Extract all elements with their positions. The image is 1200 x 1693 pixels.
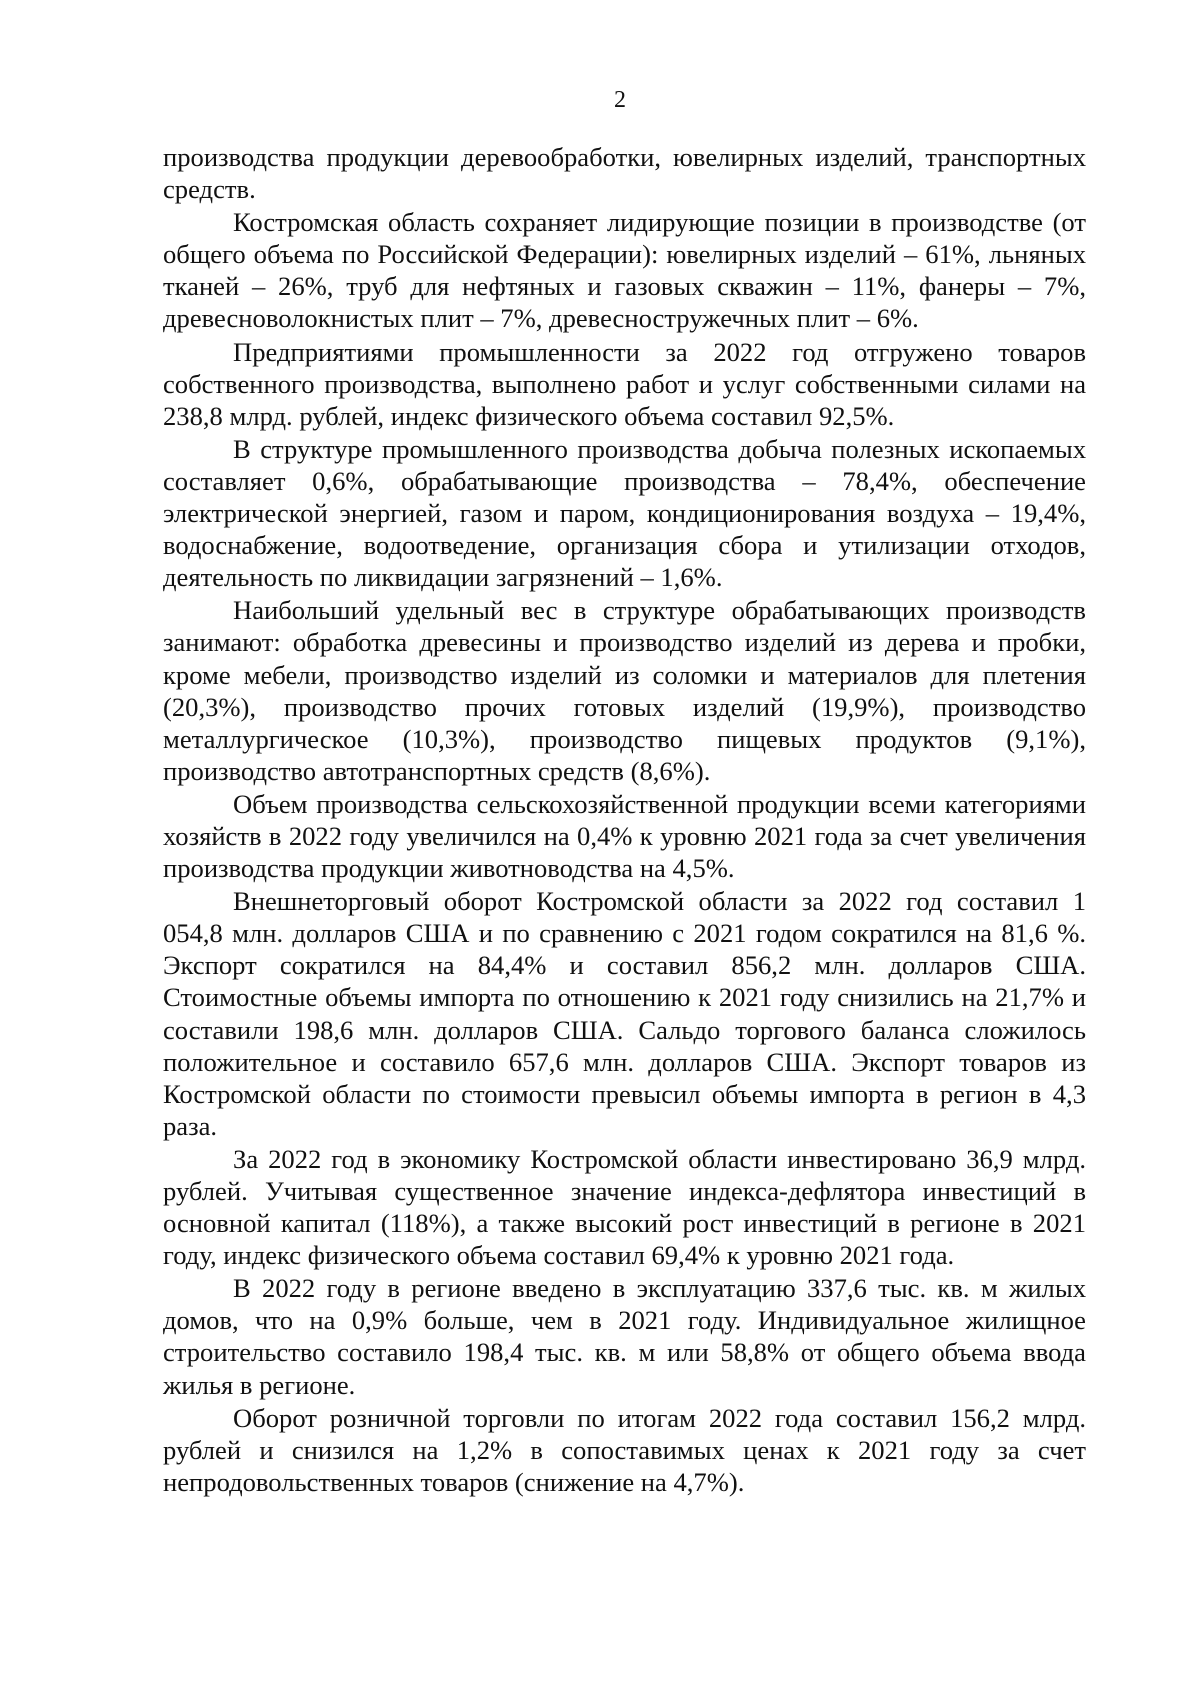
paragraph-manufacturing-share: Наибольший удельный вес в структуре обрабатывающих производств занимают: обработка древесины и производство изделий из дерева и пробки, кроме мебели, производство изделий из соломки и материалов для плетения (20,3%), производство прочих готовых изделий (19,9%), производство металлургическое (10,3%), производство пищевых продуктов (9,1%), производство автотранспортных средств (8,6%). [163, 595, 1086, 786]
paragraph-industrial-shipments: Предприятиями промышленности за 2022 год отгружено товаров собственного производства, выполнено работ и услуг собственными силами на 238,8 млрд. рублей, индекс физического объема составил 92,5%. [163, 336, 1086, 431]
paragraph-agriculture: Объем производства сельскохозяйственной продукции всеми категориями хозяйств в 2022 году увеличился на 0,4% к уровню 2021 года за счет увеличения производства продукции животноводства на 4,5%. [163, 788, 1086, 884]
paragraph-leading-positions: Костромская область сохраняет лидирующие позиции в производстве (от общего объема по Российской Федерации): ювелирных изделий – 61%, льняных тканей – 26%, труб для нефтяных и газовых скважин – 11%, фанеры – 7%, древесноволокнистых плит – 7%, древесностружечных плит – 6%. [163, 207, 1086, 334]
paragraph-retail-trade: Оборот розничной торговли по итогам 2022 года составил 156,2 млрд. рублей и снизился на 1,2% в сопоставимых ценах к 2021 году за счет непродовольственных товаров (снижение на 4,7%). [163, 1402, 1086, 1497]
paragraph-foreign-trade: Внешнеторговый оборот Костромской области за 2022 год составил 1 054,8 млн. долларов США и по сравнению с 2021 годом сократился на 81,6 %. Экспорт сократился на 84,4% и составил 856,2 млн. долларов США. Стоимостные объемы импорта по отношению к 2021 году снизились на 21,7% и составили 198,6 млн. долларов США. Сальдо торгового баланса сложилось положительное и составило 657,6 млн. долларов США. Экспорт товаров из Костромской области по стоимости превысил объемы импорта в регион в 4,3 раза. [163, 886, 1086, 1141]
paragraph-housing: В 2022 году в регионе введено в эксплуатацию 337,6 тыс. кв. м жилых домов, что на 0,9% больше, чем в 2021 году. Индивидуальное жилищное строительство составило 198,4 тыс. кв. м или 58,8% от общего объема ввода жилья в регионе. [163, 1273, 1086, 1400]
paragraph-investments: За 2022 год в экономику Костромской области инвестировано 36,9 млрд. рублей. Учитывая существенное значение индекса-дефлятора инвестиций в основной капитал (118%), а также высокий рост инвестиций в регионе в 2021 году, индекс физического объема составил 69,4% к уровню 2021 года. [163, 1143, 1086, 1271]
paragraph-industry-structure: В структуре промышленного производства добыча полезных ископаемых составляет 0,6%, обрабатывающие производства – 78,4%, обеспечение электрической энергией, газом и паром, кондиционирования воздуха – 19,4%, водоснабжение, водоотведение, организация сбора и утилизации отходов, деятельность по ликвидации загрязнений – 1,6%. [163, 433, 1086, 593]
paragraph-production-list: производства продукции деревообработки, ювелирных изделий, транспортных средств. [163, 142, 1086, 205]
document-body [163, 141, 1086, 1498]
page-number: 2 [614, 87, 626, 113]
